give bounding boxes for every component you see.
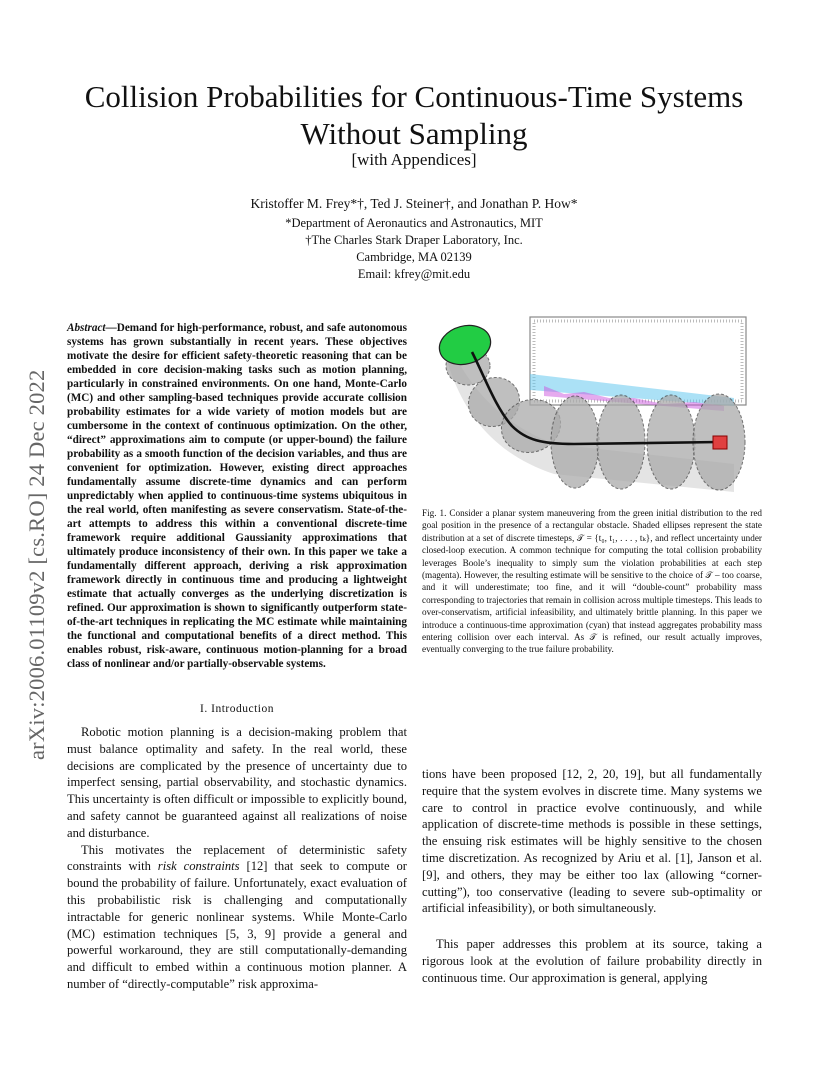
title-line-1: Collision Probabilities for Continuous-Time Systems bbox=[84, 79, 744, 114]
intro-paragraph-1: Robotic motion planning is a decision-making problem that must balance optimality and safety. In the real world, these decisions are complicated by the presence of uncertainty due to imperfect sensing, partial observability, and stochastic dynamics. This uncertainty is often difficult or impossible to explicitly bound, and safety cannot be guaranteed against all realizations of noise and disturbance. bbox=[67, 725, 407, 840]
intro-right-column bbox=[422, 766, 762, 917]
figure-1-diagram bbox=[434, 314, 750, 498]
goal-marker bbox=[713, 436, 727, 449]
intro-p2-emphasis: risk constraints bbox=[157, 859, 240, 874]
intro-right-paragraph-1: tions have been proposed [12, 2, 20, 19], but all fundamentally require that the system evolves in discrete time. Many systems we care to control in practice evolve continuously, and while application of discrete-time methods is possible in these settings, the ensuing risk estimates will be highly sensitive to the chosen time discretization. As recognized by Ariu et al. [1], Janson et al. [9], and others, they may be either too lax (allowing “corner-cutting”), too conservative (leading to severe sub-optimality or artificial infeasibility), or both simultaneously. bbox=[422, 767, 762, 916]
state-ellipse bbox=[551, 396, 599, 488]
intro-paragraph-2 bbox=[67, 842, 407, 993]
arxiv-stamp: arXiv:2006.01109v2 [cs.RO] 24 Dec 2022 bbox=[24, 369, 49, 760]
affiliation-draper: †The Charles Stark Draper Laboratory, Inc. bbox=[305, 233, 523, 247]
section-heading-introduction: I. Introduction bbox=[200, 703, 274, 715]
abstract bbox=[67, 321, 407, 671]
figure-1-caption: Fig. 1. Consider a planar system maneuvering from the green initial distribution to the red goal position in the presence of a rectangular obstacle. Shaded ellipses represent the state distribution at a set of discrete timesteps, 𝒯 = {t₀, t₁, . . . , tₖ}, and reflect uncertainty under closed-loop execution. A common technique for computing the total collision probability leverages Boole’s inequality to simply sum the violation probabilities at each step (magenta). However, the resulting estimate will be sensitive to the choice of 𝒯 – too coarse, and it will underestimate; too fine, and it will “double-count” probability mass corresponding to trajectories that remain in collision across multiple timesteps. This leads to over-conservatism, artificial infeasibility, and ultimately brittle planning. In this paper we introduce a continuous-time approximation (cyan) that instead aggregates probability mass entering collision over each interval. As 𝒯 is refined, our result actually improves, eventually converging to the true failure probability. bbox=[422, 508, 762, 655]
intro-right-paragraph-2: This paper addresses this problem at its source, taking a rigorous look at the evolution of failure probability directly in continuous time. Our approximation is general, applying bbox=[422, 937, 762, 985]
title-line-2: Without Sampling bbox=[300, 116, 528, 151]
intro-left-column bbox=[67, 724, 407, 993]
paper-subtitle: [with Appendices] bbox=[351, 150, 477, 169]
affiliation-email: Email: kfrey@mit.edu bbox=[357, 267, 471, 281]
paper-title bbox=[40, 78, 788, 152]
intro-p2-text-a: This motivates the replacement of deterministic safety constraints with bbox=[67, 842, 407, 874]
intro-p2-text-b: [12] that seek to compute or bound the probability of failure. Unfortunately, exact evaluation of this probabilistic risk is challenging and computationally intractable for generic nonlinear systems. While Monte-Carlo (MC) estimation techniques [5, 3, 9] provide a general and powerful workaround, they are still computationally-demanding and difficult to embed within a continuous motion planner. A number of “directly-computable” risk approxima- bbox=[67, 859, 407, 991]
intro-right-column-2 bbox=[422, 936, 762, 986]
author-list: Kristoffer M. Frey*†, Ted J. Steiner†, and Jonathan P. How* bbox=[250, 196, 578, 211]
affiliation-mit: *Department of Aeronautics and Astronautics, MIT bbox=[285, 216, 543, 230]
abstract-text: —Demand for high-performance, robust, and safe autonomous systems has grown substantially in recent years. These objectives motivate the desire for efficient safety-theoretic reasoning that can be embedded in core decision-making tasks such as motion planning, particularly in constrained environments. On one hand, Monte-Carlo (MC) and other sampling-based techniques provide accurate collision probability estimates for a wide variety of motion models but are cumbersome in the context of continuous optimization. On the other, “direct” approximations aim to compute (or upper-bound) the failure probability as a smooth function of the decision variables, and thus are convenient for optimization. However, existing direct approaches fundamentally assume discrete-time dynamics and can perform unpredictably when applied to continuous-time systems ubiquitous in the real world, often manifesting as severe conservatism. State-of-the-art attempts to address this within a conventional discrete-time framework require additional Gaussianity approximations that ultimately produce inconsistency of their own. In this paper we take a fundamentally different approach, deriving a risk approximation framework directly in continuous time and producing a lightweight estimate that actually converges as the underlying discretization is refined. Our approximation is shown to significantly outperform state-of-the-art techniques in replicating the MC estimate while maintaining the functional and computational benefits of a direct method. This enables robust, risk-aware, continuous motion-planning for a broad class of nonlinear and/or partially-observable systems. bbox=[67, 322, 407, 670]
abstract-label: Abstract bbox=[67, 322, 106, 334]
affiliation-city: Cambridge, MA 02139 bbox=[356, 250, 472, 264]
